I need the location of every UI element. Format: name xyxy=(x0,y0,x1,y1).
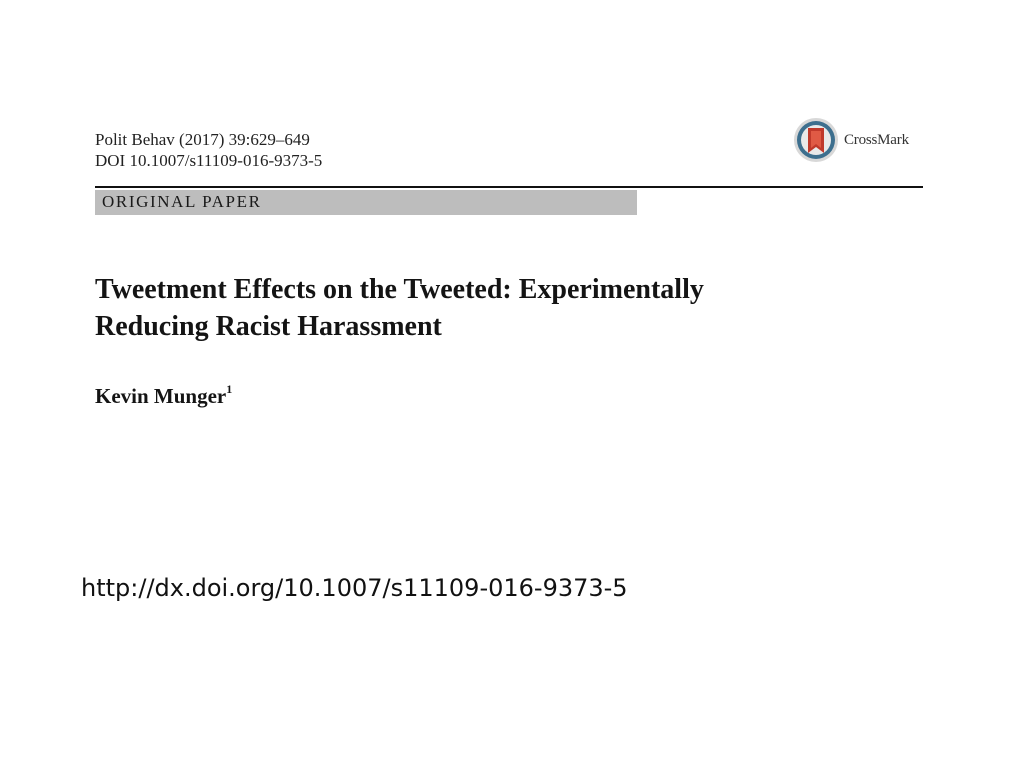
doi-line: DOI 10.1007/s11109-016-9373-5 xyxy=(95,151,323,170)
paper-title xyxy=(95,271,915,345)
doi-link[interactable]: http://dx.doi.org/10.1007/s11109-016-9373-5 xyxy=(81,574,628,602)
header-rule xyxy=(95,186,923,188)
crossmark-badge[interactable] xyxy=(793,117,909,163)
paper-title-line-2: Reducing Racist Harassment xyxy=(95,311,442,342)
author xyxy=(95,384,232,409)
crossmark-icon xyxy=(793,117,839,163)
author-affiliation-marker: 1 xyxy=(226,382,233,396)
paper-title-line-1: Tweetment Effects on the Tweeted: Experimentally xyxy=(95,274,704,305)
paper-type-bar xyxy=(95,190,637,215)
author-name: Kevin Munger xyxy=(95,384,227,408)
journal-citation: Polit Behav (2017) 39:629–649 xyxy=(95,130,310,149)
crossmark-label: CrossMark xyxy=(844,131,909,148)
paper-type-label: ORIGINAL PAPER xyxy=(102,192,262,211)
journal-header xyxy=(95,129,322,171)
